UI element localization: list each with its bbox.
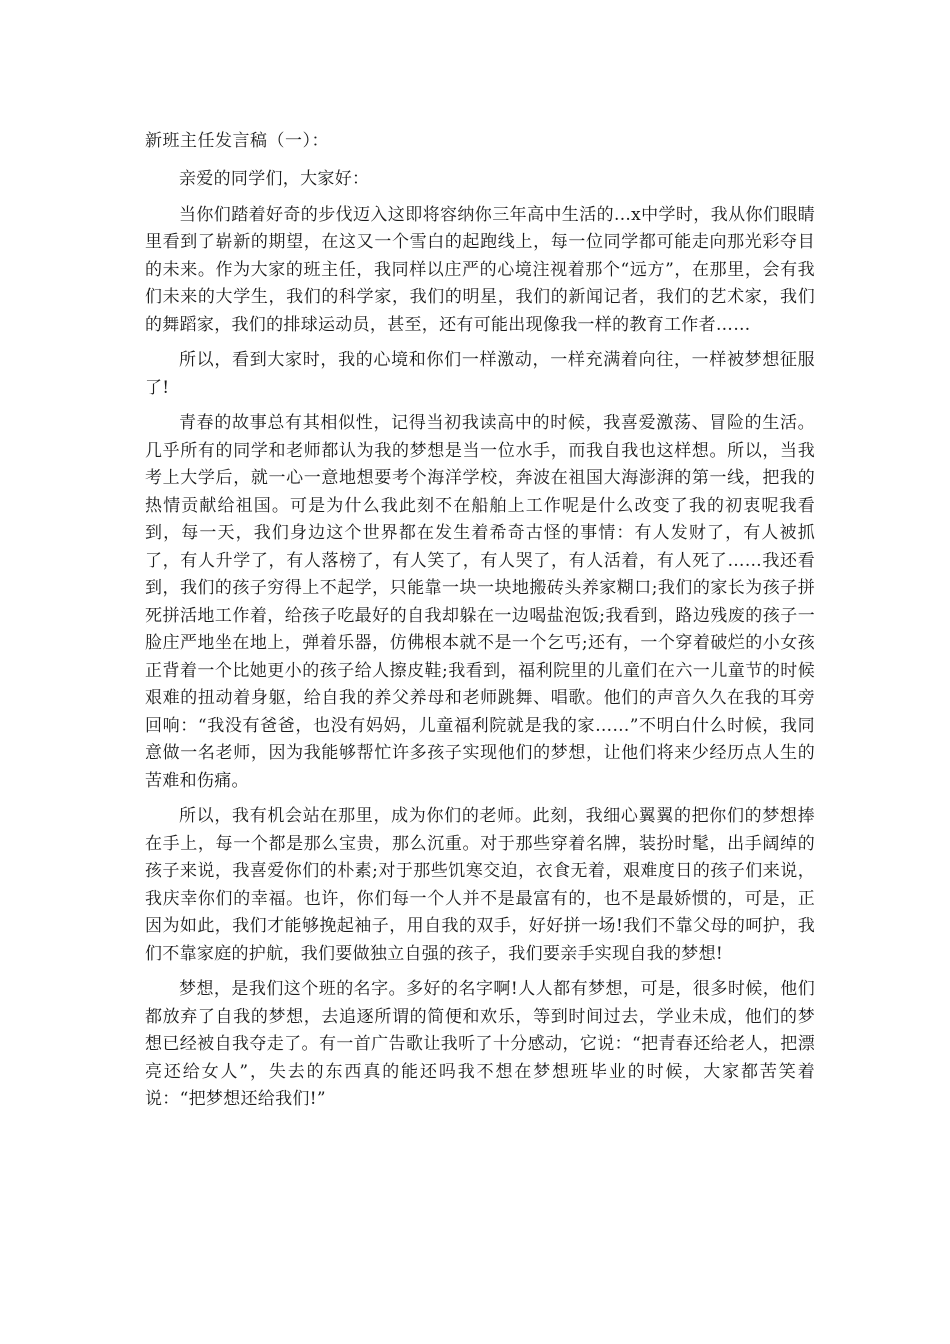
paragraph: 所以，看到大家时，我的心境和你们一样激动，一样充满着向往，一样被梦想征服了! xyxy=(145,350,815,398)
greeting: 亲爱的同学们，大家好： xyxy=(179,169,370,189)
document-title: 新班主任发言稿（一）： xyxy=(145,131,329,151)
paragraph: 青春的故事总有其相似性，记得当初我读高中的时候，我喜爱激荡、冒险的生活。几乎所有的同学和老师都认为我的梦想是当一位水手，而我自我也这样想。所以，当我考上大学后，就一心一意地想要考个海洋学校，奔波在祖国大海澎湃的第一线，把我的热情贡献给祖国。可是为什么我此刻不在船舶上工作呢是什么改变了我的初衷呢我看到，每一天，我们身边这个世界都在发生着希奇古怪的事情：有人发财了，有人被抓了，有人升学了，有人落榜了，有人笑了，有人哭了，有人活着，有人死了……我还看到，我们的孩子穷得上不起学，只能靠一块一块地搬砖头养家糊口;我们的家长为孩子拼死拼活地工作着，给孩子吃最好的自我却躲在一边喝盐泡饭;我看到，路边残废的孩子一脸庄严地坐在地上，弹着乐器，仿佛根本就不是一个乞丐;还有，一个穿着破烂的小女孩正背着一个比她更小的孩子给人擦皮鞋;我看到，福利院里的儿童们在六一儿童节的时候艰难的扭动着身躯，给自我的养父养母和老师跳舞、唱歌。他们的声音久久在我的耳旁回响：“我没有爸爸，也没有妈妈，儿童福利院就是我的家……”不明白什么时候，我同意做一名老师，因为我能够帮忙许多孩子实现他们的梦想，让他们将来少经历点人生的苦难和伤痛。 xyxy=(145,413,815,791)
paragraph: 所以，我有机会站在那里，成为你们的老师。此刻，我细心翼翼的把你们的梦想捧在手上，每一个都是那么宝贵，那么沉重。对于那些穿着名牌，装扮时髦，出手阔绰的孩子来说，我喜爱你们的朴素;对于那些饥寒交迫，衣食无着，艰难度日的孩子们来说，我庆幸你们的幸福。也许，你们每一个人并不是最富有的，也不是最娇惯的，可是，正因为如此，我们才能够挽起袖子，用自我的双手，好好拼一场!我们不靠父母的呵护，我们不靠家庭的护航，我们要做独立自强的孩子，我们要亲手实现自我的梦想! xyxy=(145,806,815,964)
paragraph: 当你们踏着好奇的步伐迈入这即将容纳你三年高中生活的...x中学时，我从你们眼睛里看到了崭新的期望，在这又一个雪白的起跑线上，每一位同学都可能走向那光彩夺目的未来。作为大家的班主任，我同样以庄严的心境注视着那个“远方”，在那里，会有我们未来的大学生，我们的科学家，我们的明星，我们的新闻记者，我们的艺术家，我们的舞蹈家，我们的排球运动员，甚至，还有可能出现像我一样的教育工作者…… xyxy=(145,204,815,335)
document-page xyxy=(145,124,815,1122)
paragraph: 梦想，是我们这个班的名字。多好的名字啊!人人都有梦想，可是，很多时候，他们都放弃了自我的梦想，去追逐所谓的简便和欢乐，等到时间过去，学业未成，他们的梦想已经被自我夺走了。有一首广告歌让我听了十分感动，它说：“把青春还给老人，把漂亮还给女人”，失去的东西真的能还吗我不想在梦想班毕业的时候，大家都苦笑着说：“把梦想还给我们!” xyxy=(145,979,815,1109)
